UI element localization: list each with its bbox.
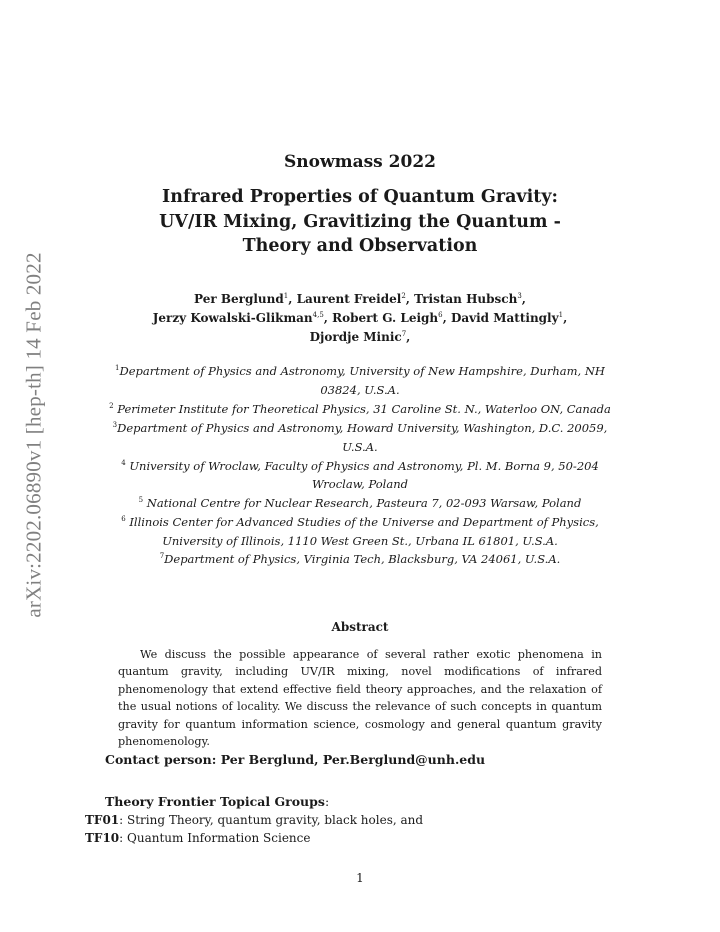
title-line-3: Theory and Observation [242,236,478,256]
author-affil-mark: 1 [558,311,564,319]
title-line-1: Infrared Properties of Quantum Gravity: [162,187,558,207]
author-line-2: Jerzy Kowalski-Glikman$^{4,5}$, Robert G. Leigh$^6$, David Mattingly$^1$, [152,311,568,325]
affiliation-1-line-1: $^1$Department of Physics and Astronomy, University of New Hampshire, Durham, NH [115,364,605,378]
affiliation-6-line-2: University of Illinois, 1110 West Green St., Urbana IL 61801, U.S.A. [162,534,558,548]
author-affil-mark: 4,5 [312,311,324,319]
affiliation-7: $^7$Department of Physics, Virginia Tech, Blacksburg, VA 24061, U.S.A. [159,552,561,566]
topical-group-item: TF01: String Theory, quantum gravity, black holes, and [85,813,424,827]
author-name: Per Berglund [194,292,284,306]
affiliation-4-line-2: Wroclaw, Poland [312,477,408,491]
affiliation-6-line-1: $^6$ Illinois Center for Advanced Studies of the Universe and Department of Physics, [121,515,599,529]
author-line-3: Djordje Minic$^7$, [309,330,411,344]
author-affil-mark: 2 [401,292,406,300]
topical-groups-heading: Theory Frontier Topical Groups: [105,794,330,809]
author-name: Jerzy Kowalski-Glikman [152,311,313,325]
author-name: David Mattingly [450,311,559,325]
author-line-1: Per Berglund$^1$, Laurent Freidel$^2$, Tristan Hubsch$^3$, [194,292,526,306]
affiliation-4-line-1: $^4$ University of Wroclaw, Faculty of Physics and Astronomy, Pl. M. Borna 9, 50-204 [121,459,599,473]
author-name: Robert G. Leigh [332,311,439,325]
page-number: 1 [356,871,364,885]
affiliation-5: $^5$ National Centre for Nuclear Research, Pasteura 7, 02-093 Warsaw, Poland [138,496,582,510]
author-name: Laurent Freidel [296,292,402,306]
author-affil-mark: 6 [438,311,443,319]
abstract-text: We discuss the possible appearance of several rather exotic phenomena in quantum gravity, including UV/IR mixing, novel modifications of infrared phenomenology that extend effective field theory approaches, and the relaxation of the usual notions of locality. We discuss the relevance of such concepts in quantum gravity for quantum information science, cosmology and general quantum gravity phenomenology. [118,648,602,749]
affiliation-3-line-1: $^3$Department of Physics and Astronomy, Howard University, Washington, D.C. 20059, [112,421,608,435]
author-name: Djordje Minic [309,330,402,344]
contact-person [105,752,485,767]
author-affil-mark: 1 [283,292,289,300]
series-heading: Snowmass 2022 [284,152,436,172]
affiliation-2: $^2$ Perimeter Institute for Theoretical Physics, 31 Caroline St. N., Waterloo ON, Canada [109,402,611,416]
affiliation-1-line-2: 03824, U.S.A. [320,383,400,397]
author-name: Tristan Hubsch [414,292,518,306]
author-affil-mark: 7 [401,330,407,338]
affiliation-3-line-2: U.S.A. [342,440,378,454]
contact-value: Per Berglund, Per.Berglund@unh.edu [220,752,486,767]
author-affil-mark: 3 [517,292,522,300]
abstract-heading: Abstract [331,620,389,634]
topical-group-item: TF10: Quantum Information Science [85,831,311,845]
contact-label: Contact person: [105,752,217,767]
title-line-2: UV/IR Mixing, Gravitizing the Quantum - [159,212,561,232]
